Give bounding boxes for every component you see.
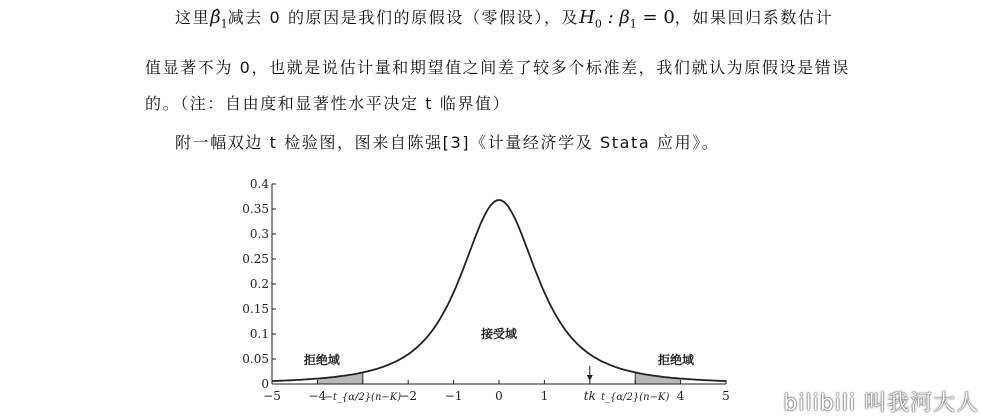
paragraph-3: 的。（注：自由度和显著性水平决定 t 临界值） [145,94,511,113]
tk-arrow-head [587,375,593,381]
x-tick-label: −2 [399,389,418,403]
y-tick-label: 0.4 [249,177,269,191]
y-tick-label: 0.25 [242,252,269,266]
paragraph-4: 附一幅双边 t 检验图，图来自陈强[3]《计量经济学及 Stata 应用》。 [175,133,720,152]
acceptance-region-label: 接受域 [480,327,518,341]
rejection-region-label-right: 拒绝域 [658,353,695,367]
critical-value-label: −t_{α/2}(n−K) [324,392,402,403]
subscript: 0 [594,17,602,31]
watermark: bilibili 叫我河大人 [783,391,979,416]
equals-zero: = 0 [636,7,675,28]
y-tick-label: 0.35 [242,202,269,216]
beta-hat: β̂ [210,7,221,28]
y-tick-label: 0 [261,377,269,391]
beta: : β [601,7,630,28]
subscript: 1 [629,17,637,31]
x-tick-label: tk [583,389,596,403]
text: 这里 [175,8,211,27]
h: H [579,7,595,28]
subscript: 1 [220,17,228,31]
x-tick-label: 1 [540,389,549,403]
y-tick-label: 0.1 [249,327,269,341]
y-tick-label: 0.15 [242,302,269,316]
x-tick-label: −4 [308,389,327,403]
x-tick-label: 4 [676,389,685,403]
beta-hat-symbol [210,7,228,31]
y-tick-label: 0.3 [249,227,269,241]
text: ，如果回归系数估计 [674,8,834,27]
x-tick-label: −5 [263,389,281,403]
critical-value-label: t_{α/2}(n−K) [601,392,670,403]
x-tick-label: 0 [495,389,503,403]
t-test-chart [240,172,740,417]
paragraph-1 [175,8,833,35]
rejection-region-label-left: 拒绝域 [303,353,340,367]
text: 减去 0 的原因是我们的原假设（零假设），及 [227,8,580,27]
y-tick-label: 0.2 [249,277,269,291]
h0-formula [579,7,675,31]
x-tick-label: −1 [444,389,463,403]
y-tick-label: 0.05 [242,352,269,366]
paragraph-2: 值显著不为 0，也就是说估计量和期望值之间差了较多个标准差，我们就认为原假设是错误 [145,58,850,77]
x-tick-label: 5 [722,389,730,403]
